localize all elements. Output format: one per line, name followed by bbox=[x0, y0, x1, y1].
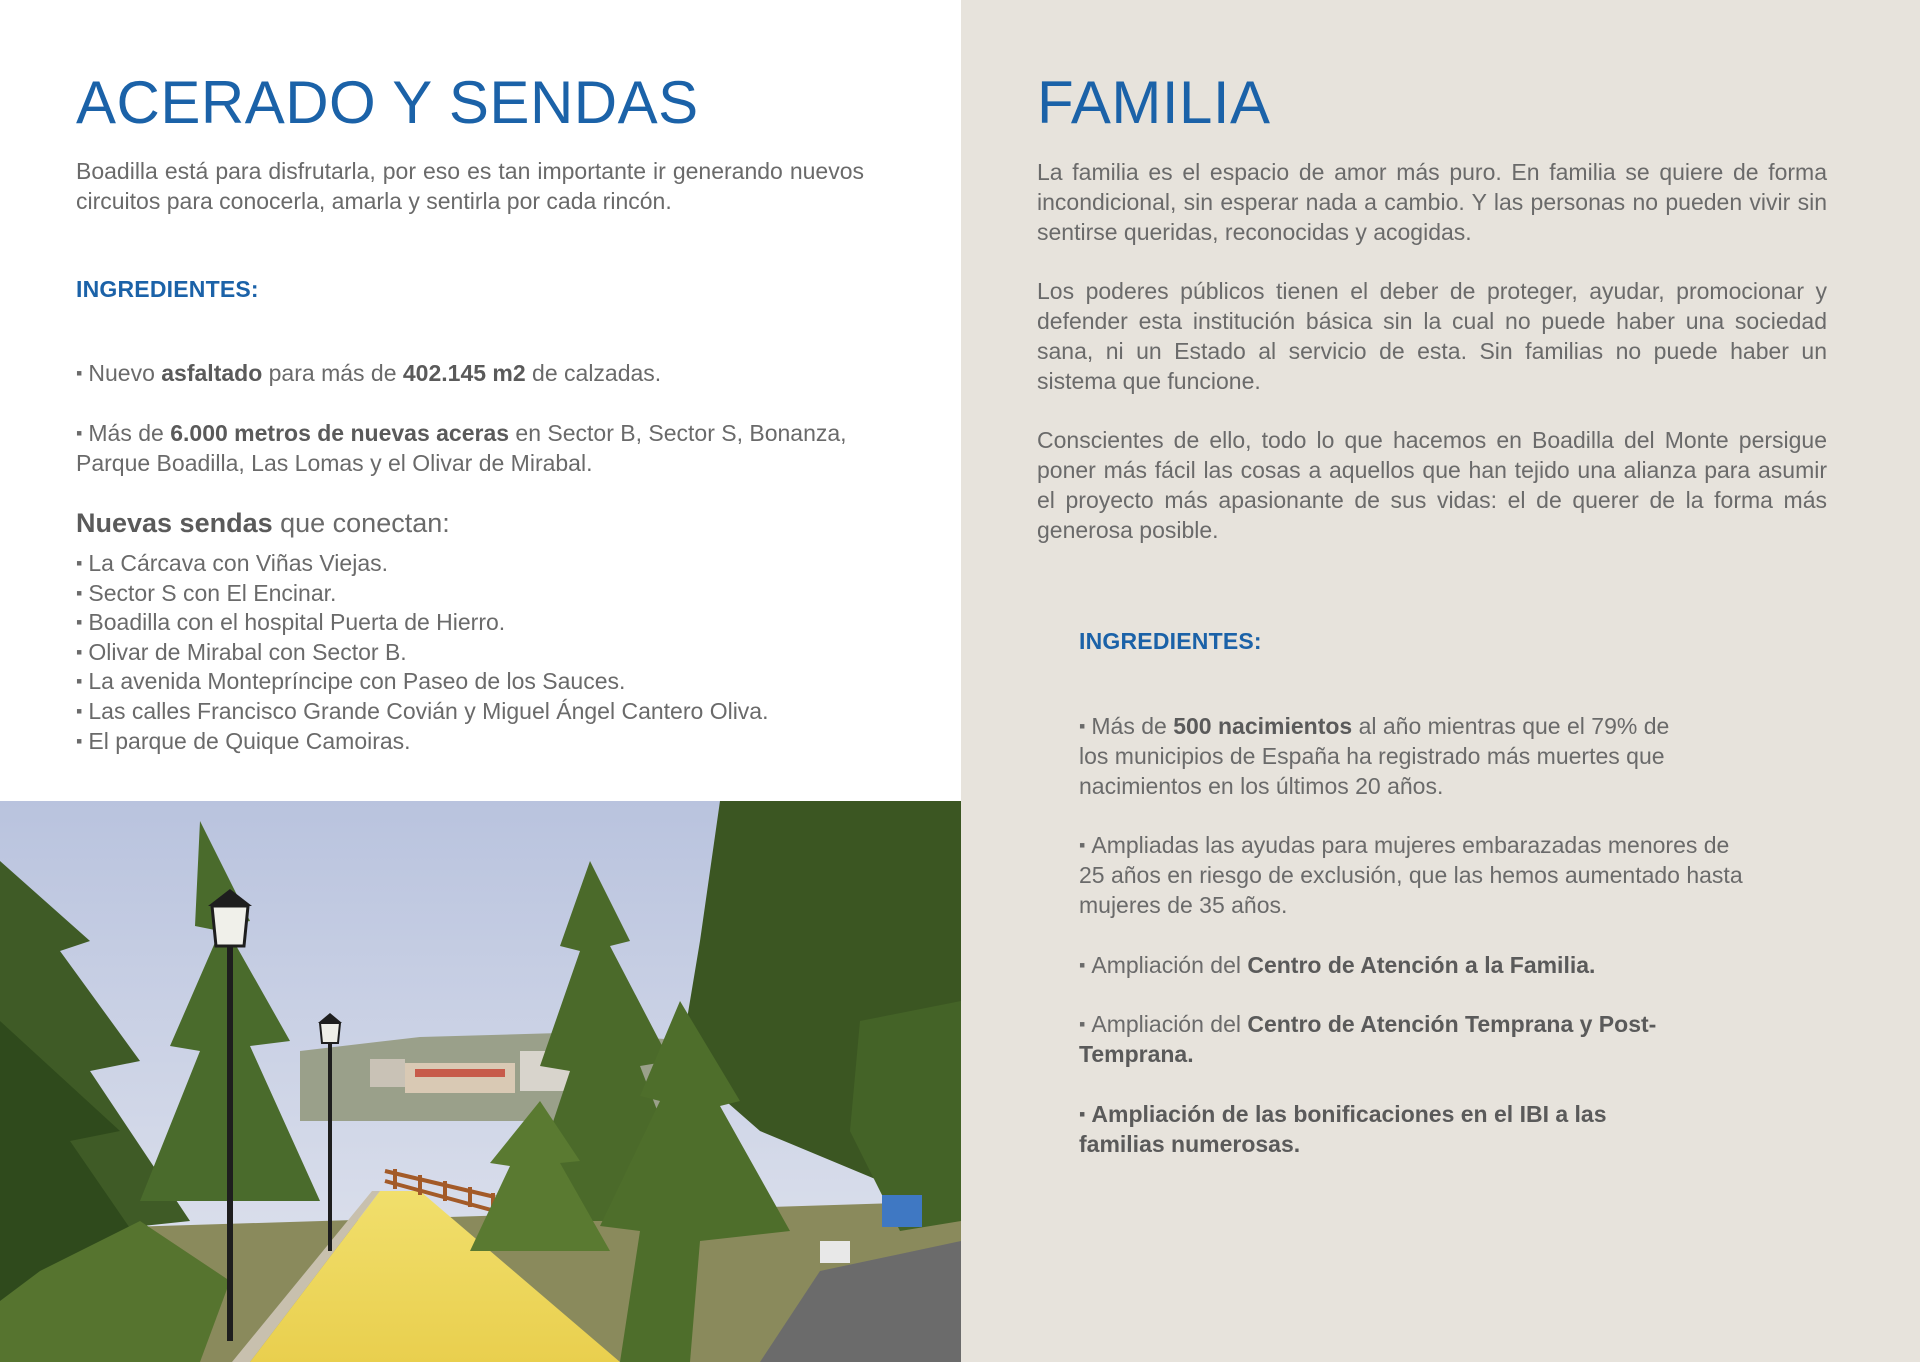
acerado-intro: Boadilla está para disfrutarla, por eso es tan importante ir generando nuevos circuitos para conocerla, amarla y sentirla por cada rincón. bbox=[76, 158, 864, 214]
bullet-dot: ▪ bbox=[1079, 835, 1086, 855]
acerado-title: ACERADO Y SENDAS bbox=[76, 69, 699, 136]
familia-ingredients-heading: INGREDIENTES: bbox=[1079, 628, 1262, 654]
familia-title: FAMILIA bbox=[1037, 69, 1271, 136]
familia-paragraph-1: La familia es el espacio de amor más puro. En familia se quiere de forma incondicional, sin esperar nada a cambio. Y las personas no pueden vivir sin sentirse queridas, reconocidas y acogidas. bbox=[1037, 159, 1827, 245]
tree-lined-path-photo bbox=[0, 801, 961, 1362]
sendas-list bbox=[76, 549, 936, 756]
familia-bullet-ibi: ▪ Ampliación de las bonificaciones en el IBI a las familias numerosas. bbox=[1079, 1101, 1607, 1157]
acerado-bullet-asfaltado: ▪ Nuevo asfaltado para más de 402.145 m2 de calzadas. bbox=[76, 360, 662, 386]
sendas-heading: Nuevas sendas que conectan: bbox=[76, 508, 450, 538]
bullet-dot: ▪ bbox=[1079, 1014, 1086, 1034]
acerado-bullet-aceras: ▪ Más de 6.000 metros de nuevas aceras en Sector B, Sector S, Bonanza, Parque Boadilla, Las Lomas y el Olivar de Mirabal. bbox=[76, 420, 847, 476]
bullet-dot: ▪ bbox=[76, 363, 83, 383]
familia-paragraph-2: Los poderes públicos tienen el deber de proteger, ayudar, promocionar y defender esta institución básica sin la cual no puede haber una sociedad sana, ni un Estado al servicio de esta. Sin familias no puede haber un sistema que funcione. bbox=[1037, 278, 1827, 394]
list-item: ▪ El parque de Quique Camoiras. bbox=[76, 727, 411, 754]
list-item: ▪ La avenida Montepríncipe con Paseo de los Sauces. bbox=[76, 668, 626, 695]
bullet-dot: ▪ bbox=[1079, 955, 1086, 975]
familia-bullet-nacimientos: ▪ Más de 500 nacimientos al año mientras que el 79% de los municipios de España ha registrado más muertes que nacimientos en los últimos 20 años. bbox=[1079, 713, 1670, 799]
familia-bullet-ayudas: ▪ Ampliadas las ayudas para mujeres embarazadas menores de 25 años en riesgo de exclusión, que las hemos aumentado hasta mujeres de 35 años. bbox=[1079, 832, 1743, 918]
acerado-ingredients-heading: INGREDIENTES: bbox=[76, 276, 259, 302]
list-item: ▪ Las calles Francisco Grande Covián y Miguel Ángel Cantero Oliva. bbox=[76, 697, 769, 724]
familia-bullet-centro-familia: ▪ Ampliación del Centro de Atención a la Familia. bbox=[1079, 952, 1596, 978]
familia-bullet-atencion-temprana: ▪ Ampliación del Centro de Atención Temprana y Post-Temprana. bbox=[1079, 1011, 1657, 1067]
bullet-dot: ▪ bbox=[76, 423, 83, 443]
bullet-dot: ▪ bbox=[1079, 716, 1086, 736]
bullet-dot: ▪ bbox=[1079, 1104, 1086, 1124]
familia-paragraph-3: Conscientes de ello, todo lo que hacemos en Boadilla del Monte persigue poner más fácil las cosas a aquellos que han tejido una alianza para asumir el proyecto más apasionante de sus vidas: el de querer de la forma más generosa posible. bbox=[1037, 427, 1827, 543]
list-item: ▪ Sector S con El Encinar. bbox=[76, 579, 337, 606]
list-item: ▪ La Cárcava con Viñas Viejas. bbox=[76, 550, 388, 576]
right-panel bbox=[961, 0, 1920, 1362]
list-item: ▪ Boadilla con el hospital Puerta de Hierro. bbox=[76, 609, 506, 636]
list-item: ▪ Olivar de Mirabal con Sector B. bbox=[76, 638, 407, 665]
